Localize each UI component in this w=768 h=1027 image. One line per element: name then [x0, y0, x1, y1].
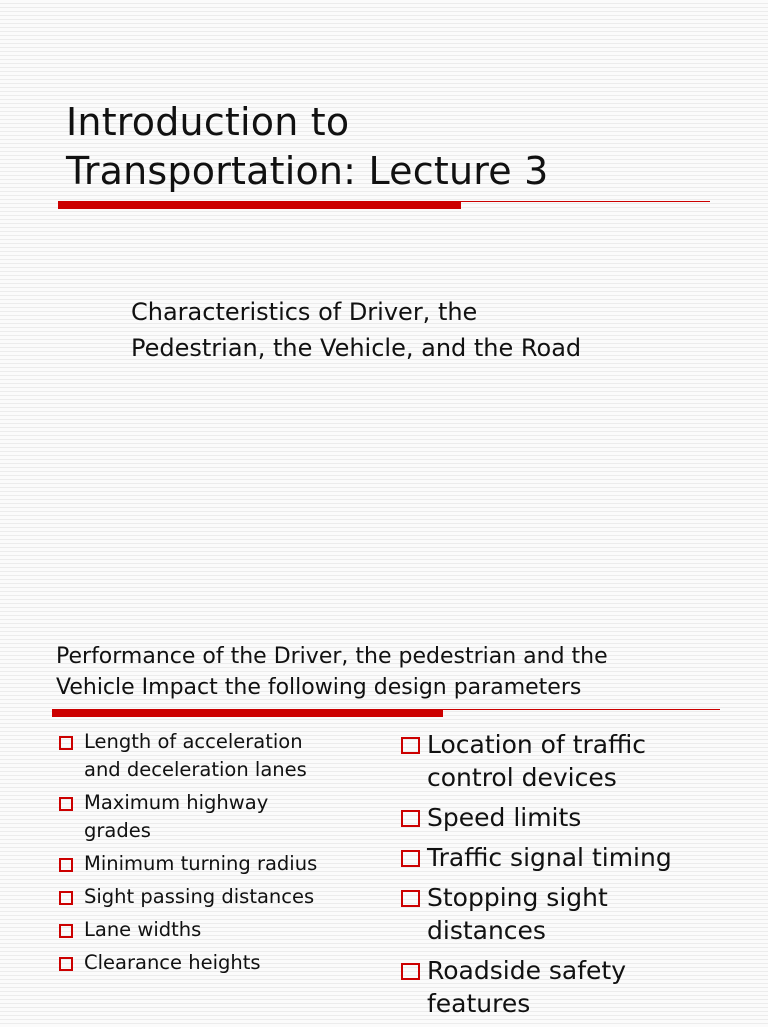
heading-divider-line [52, 709, 720, 710]
hollow-square-bullet-icon [401, 737, 420, 754]
list-item-line-2: control devices [427, 763, 617, 792]
list-item-line-1: Clearance heights [84, 951, 261, 974]
hollow-square-bullet-icon [401, 810, 420, 827]
slide-title [66, 98, 548, 196]
list-item [58, 916, 378, 944]
hollow-square-bullet-icon [59, 924, 73, 938]
list-item [58, 850, 378, 878]
list-item [58, 883, 378, 911]
slide-2-heading [56, 641, 608, 703]
hollow-square-bullet-icon [59, 891, 73, 905]
slide-title-line-2: Transportation: Lecture 3 [66, 149, 549, 193]
list-item-line-2: features [427, 989, 531, 1018]
hollow-square-bullet-icon [401, 850, 420, 867]
list-item-line-2: grades [84, 819, 151, 842]
list-item [58, 949, 378, 977]
list-item [400, 728, 760, 794]
list-item-line-1: Stopping sight [427, 883, 608, 912]
heading-accent-bar [52, 709, 443, 717]
hollow-square-bullet-icon [59, 957, 73, 971]
list-item [400, 954, 760, 1020]
list-item-line-1: Length of acceleration [84, 730, 303, 753]
list-item [400, 841, 760, 874]
hollow-square-bullet-icon [401, 890, 420, 907]
hollow-square-bullet-icon [401, 963, 420, 980]
left-bullet-list [58, 728, 378, 982]
list-item-line-1: Location of traffic [427, 730, 647, 759]
list-item-line-1: Lane widths [84, 918, 202, 941]
slide-2-heading-line-1: Performance of the Driver, the pedestrian and the [56, 644, 608, 669]
slide-subtitle [131, 294, 581, 366]
list-item-line-1: Speed limits [427, 803, 582, 832]
list-item-line-2: and deceleration lanes [84, 758, 307, 781]
list-item-line-1: Roadside safety [427, 956, 627, 985]
list-item-line-1: Maximum highway [84, 791, 269, 814]
list-item-line-1: Traffic signal timing [427, 843, 672, 872]
right-bullet-list [400, 728, 760, 1027]
slide-1 [0, 0, 768, 512]
hollow-square-bullet-icon [59, 736, 73, 750]
list-item [58, 789, 378, 845]
list-item [400, 801, 760, 834]
slide-title-line-1: Introduction to [66, 100, 350, 144]
slide-2-heading-line-2: Vehicle Impact the following design parameters [56, 675, 582, 700]
list-item-line-1: Minimum turning radius [84, 852, 318, 875]
list-item-line-1: Sight passing distances [84, 885, 315, 908]
list-item-line-2: distances [427, 916, 546, 945]
hollow-square-bullet-icon [59, 858, 73, 872]
list-item [58, 728, 378, 784]
list-item [400, 881, 760, 947]
hollow-square-bullet-icon [59, 797, 73, 811]
slide-subtitle-line-1: Characteristics of Driver, the [131, 298, 478, 326]
title-accent-bar [58, 201, 461, 209]
slide-subtitle-line-2: Pedestrian, the Vehicle, and the Road [131, 334, 582, 362]
title-divider-line [58, 201, 710, 202]
